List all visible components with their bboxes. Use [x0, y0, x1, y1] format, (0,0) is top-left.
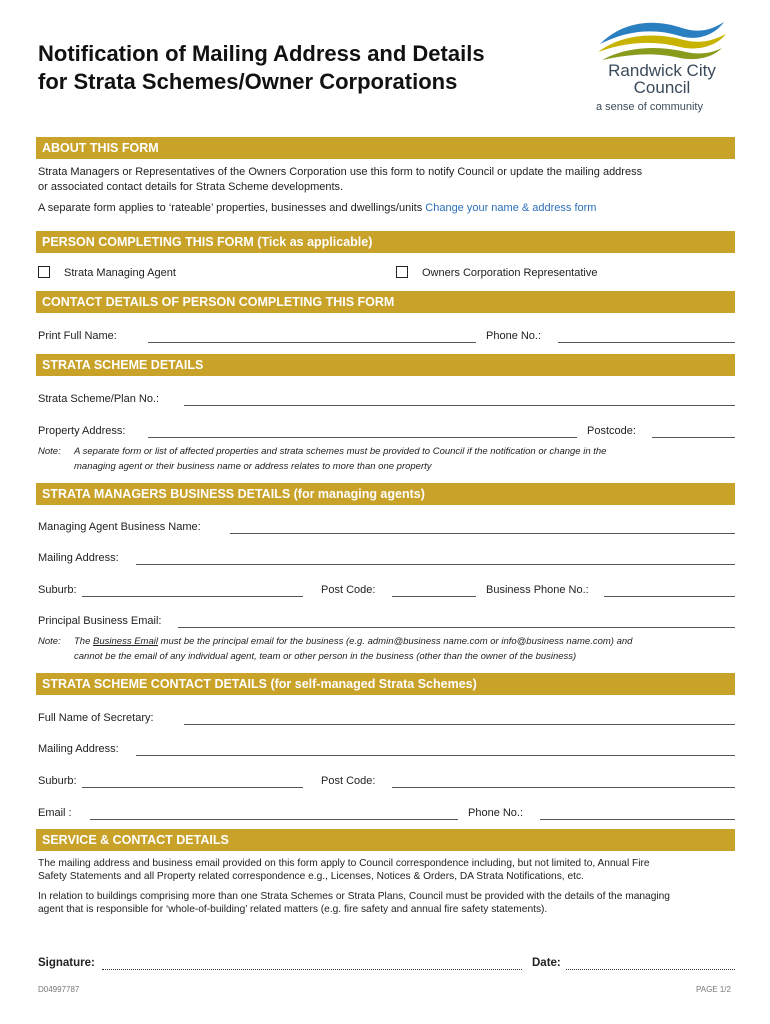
managers-note-pre: The — [74, 636, 91, 647]
date-label: Date: — [532, 957, 561, 969]
strata-note-line-1: A separate form or list of affected properties and strata schemes must be provided to Council if the notification or change in the — [74, 446, 607, 457]
property-address-field[interactable] — [148, 437, 577, 438]
title-line-2: for Strata Schemes/Owner Corporations — [38, 69, 458, 94]
business-mailing-label: Mailing Address: — [38, 552, 119, 564]
full-name-label: Print Full Name: — [38, 330, 117, 342]
owners-corporation-checkbox[interactable] — [396, 266, 408, 278]
section-header-managers: STRATA MANAGERS BUSINESS DETAILS (for managing agents) — [36, 483, 735, 505]
service-paragraph-1-line-2: Safety Statements and all Property related correspondence e.g., Licenses, Notices & Orders, DA Strata Notifications, etc. — [38, 871, 584, 882]
service-paragraph-2 — [38, 890, 670, 916]
document-id: D04997787 — [38, 985, 80, 994]
service-paragraph-2-line-1: In relation to buildings comprising more than one Strata Schemes or Strata Plans, Council must be provided with the details of the managing — [38, 891, 670, 902]
secretary-name-field[interactable] — [184, 724, 735, 725]
strata-note-line-2: managing agent or their business name or address relates to more than one property — [74, 461, 432, 472]
business-postcode-label: Post Code: — [321, 584, 376, 596]
section-header-contact: CONTACT DETAILS OF PERSON COMPLETING THIS FORM — [36, 291, 735, 313]
property-postcode-field[interactable] — [652, 437, 735, 438]
section-header-about: ABOUT THIS FORM — [36, 137, 735, 159]
property-postcode-label: Postcode: — [587, 425, 636, 437]
signature-field[interactable] — [102, 969, 522, 970]
title-line-1: Notification of Mailing Address and Details — [38, 41, 485, 66]
business-suburb-field[interactable] — [82, 596, 303, 597]
business-name-label: Managing Agent Business Name: — [38, 521, 201, 533]
managers-note-label: Note: — [38, 636, 61, 647]
scheme-mailing-field[interactable] — [136, 755, 735, 756]
about-paragraph-1-line-1: Strata Managers or Representatives of the Owners Corporation use this form to notify Council or update the mailing address — [38, 166, 643, 178]
business-suburb-label: Suburb: — [38, 584, 77, 596]
signature-label: Signature: — [38, 957, 95, 969]
section-header-service: SERVICE & CONTACT DETAILS — [36, 829, 735, 851]
logo-line-2: Council — [633, 78, 691, 97]
business-mailing-field[interactable] — [136, 564, 735, 565]
business-email-label: Principal Business Email: — [38, 615, 162, 627]
council-logo — [592, 14, 742, 119]
scheme-mailing-label: Mailing Address: — [38, 743, 119, 755]
about-paragraph-2 — [38, 201, 596, 216]
logo-name — [592, 62, 732, 96]
section-header-self-managed: STRATA SCHEME CONTACT DETAILS (for self-managed Strata Schemes) — [36, 673, 735, 695]
section-header-strata: STRATA SCHEME DETAILS — [36, 354, 735, 376]
scheme-phone-label: Phone No.: — [468, 807, 524, 819]
contact-phone-label: Phone No.: — [486, 330, 542, 342]
service-paragraph-1 — [38, 857, 650, 883]
scheme-postcode-label: Post Code: — [321, 775, 376, 787]
about-paragraph-2-text: A separate form applies to ‘rateable’ properties, businesses and dwellings/units — [38, 202, 423, 214]
property-address-label: Property Address: — [38, 425, 126, 437]
about-paragraph-1-line-2: or associated contact details for Strata Scheme developments. — [38, 181, 344, 193]
secretary-name-label: Full Name of Secretary: — [38, 712, 154, 724]
owners-corporation-label: Owners Corporation Representative — [422, 267, 598, 279]
business-phone-field[interactable] — [604, 596, 735, 597]
page-title — [38, 40, 485, 96]
logo-tagline: a sense of community — [596, 101, 703, 113]
strata-note-body — [74, 444, 724, 474]
page-number: PAGE 1/2 — [696, 985, 731, 994]
scheme-suburb-label: Suburb: — [38, 775, 77, 787]
scheme-email-field[interactable] — [90, 819, 458, 820]
scheme-postcode-field[interactable] — [392, 787, 735, 788]
strata-managing-agent-checkbox[interactable] — [38, 266, 50, 278]
managers-note-line-2: cannot be the email of any individual agent, team or other person in the business (other than the owner of the business) — [74, 651, 577, 662]
managers-note-line-1 — [74, 634, 724, 649]
managers-note — [38, 634, 735, 664]
scheme-email-label: Email : — [38, 807, 72, 819]
about-paragraph-1 — [38, 165, 642, 195]
scheme-suburb-field[interactable] — [82, 787, 303, 788]
wave-logo-icon — [592, 14, 732, 64]
logo-line-1: Randwick City — [608, 61, 716, 80]
service-paragraph-1-line-1: The mailing address and business email provided on this form apply to Council correspondence including, but not limited to, Annual Fire — [38, 858, 650, 869]
managers-note-underlined: Business Email — [93, 636, 158, 647]
plan-number-label: Strata Scheme/Plan No.: — [38, 393, 160, 405]
business-postcode-field[interactable] — [392, 596, 476, 597]
change-name-address-link[interactable]: Change your name & address form — [425, 202, 597, 214]
managers-note-body — [74, 634, 724, 664]
strata-note — [38, 444, 735, 474]
full-name-field[interactable] — [148, 342, 476, 343]
plan-number-field[interactable] — [184, 405, 735, 406]
date-field[interactable] — [566, 969, 735, 970]
strata-note-label: Note: — [38, 446, 61, 457]
business-email-field[interactable] — [178, 627, 735, 628]
managers-note-line-1-rest: must be the principal email for the business (e.g. admin@business name.com or info@business name.com) and — [160, 636, 633, 647]
section-header-person: PERSON COMPLETING THIS FORM (Tick as applicable) — [36, 231, 735, 253]
service-paragraph-2-line-2: agent that is responsible for ‘whole-of-building’ related matters (e.g. fire safety and annual fire safety statements). — [38, 904, 548, 915]
scheme-phone-field[interactable] — [540, 819, 735, 820]
strata-managing-agent-label: Strata Managing Agent — [64, 267, 176, 279]
business-phone-label: Business Phone No.: — [486, 584, 589, 596]
business-name-field[interactable] — [230, 533, 735, 534]
contact-phone-field[interactable] — [558, 342, 735, 343]
